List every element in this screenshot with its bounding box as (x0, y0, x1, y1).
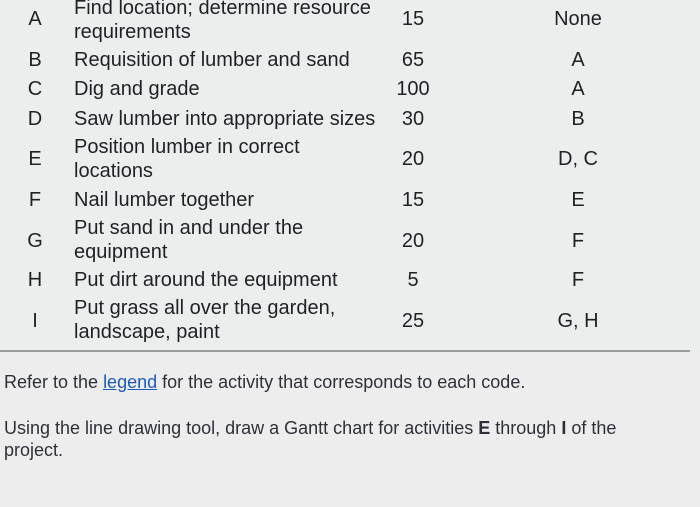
description-line: Nail lumber together (74, 189, 255, 211)
description-line: landscape, paint (74, 321, 220, 343)
description-line: Dig and grade (74, 78, 200, 100)
description-line: equipment (74, 241, 168, 263)
activity-predecessors: D, C (558, 148, 598, 170)
activity-duration: 65 (401, 49, 425, 71)
activity-code: A (28, 8, 42, 30)
activity-description (74, 0, 384, 44)
activity-description (74, 297, 384, 344)
activity-predecessors: F (571, 269, 585, 291)
description-line: locations (74, 160, 153, 182)
activity-description (74, 217, 384, 264)
activity-description (74, 78, 384, 101)
description-line: Put dirt around the equipment (74, 269, 338, 291)
description-line: Position lumber in correct (74, 136, 300, 158)
activity-start-code: E (478, 418, 491, 438)
activity-code: F (28, 189, 42, 211)
activity-duration: 5 (407, 269, 419, 291)
instruction-text: Using the line drawing tool, draw a Gantt chart for activities (4, 418, 479, 438)
activity-predecessors: G, H (557, 310, 599, 332)
activity-code: E (28, 148, 42, 170)
activity-description (74, 136, 384, 183)
activity-code: C (27, 78, 43, 100)
instruction-text: for the activity that corresponds to each code. (157, 372, 526, 392)
instruction-text: of the (566, 418, 617, 438)
activity-predecessors: B (571, 108, 585, 130)
activity-duration: 30 (401, 108, 425, 130)
description-line: Saw lumber into appropriate sizes (74, 108, 376, 130)
activity-duration: 20 (401, 230, 425, 252)
description-line: Find location; determine resource (74, 0, 371, 19)
activity-end-code: I (561, 418, 567, 438)
activity-code: G (27, 230, 43, 252)
gantt-instruction (4, 417, 616, 461)
activity-predecessors: None (554, 8, 602, 30)
instructions-panel (0, 352, 700, 507)
activity-duration: 100 (396, 78, 430, 100)
activity-predecessors: A (571, 49, 585, 71)
instruction-text: through (490, 418, 562, 438)
activity-predecessors: F (571, 230, 585, 252)
activity-description (74, 49, 384, 72)
activity-description (74, 269, 384, 292)
description-line: requirements (74, 21, 191, 43)
activity-code: B (28, 49, 42, 71)
activity-duration: 15 (401, 8, 425, 30)
activity-predecessors: A (571, 78, 585, 100)
activity-code: H (27, 269, 43, 291)
activity-description (74, 108, 384, 131)
description-line: Put sand in and under the (74, 217, 304, 239)
activity-code: I (32, 310, 38, 332)
activity-duration: 20 (401, 148, 425, 170)
legend-instruction (4, 371, 525, 393)
activity-predecessors: E (571, 189, 585, 211)
description-line: Put grass all over the garden, (74, 297, 336, 319)
activity-description (74, 189, 384, 212)
gantt-instruction-line: project. (4, 440, 64, 460)
instruction-text: Refer to the (4, 372, 104, 392)
description-line: Requisition of lumber and sand (74, 49, 350, 71)
activity-code: D (27, 108, 43, 130)
legend-link[interactable]: legend (103, 372, 158, 392)
activity-duration: 25 (401, 310, 425, 332)
activity-duration: 15 (401, 189, 425, 211)
gantt-instruction-line (4, 417, 616, 439)
